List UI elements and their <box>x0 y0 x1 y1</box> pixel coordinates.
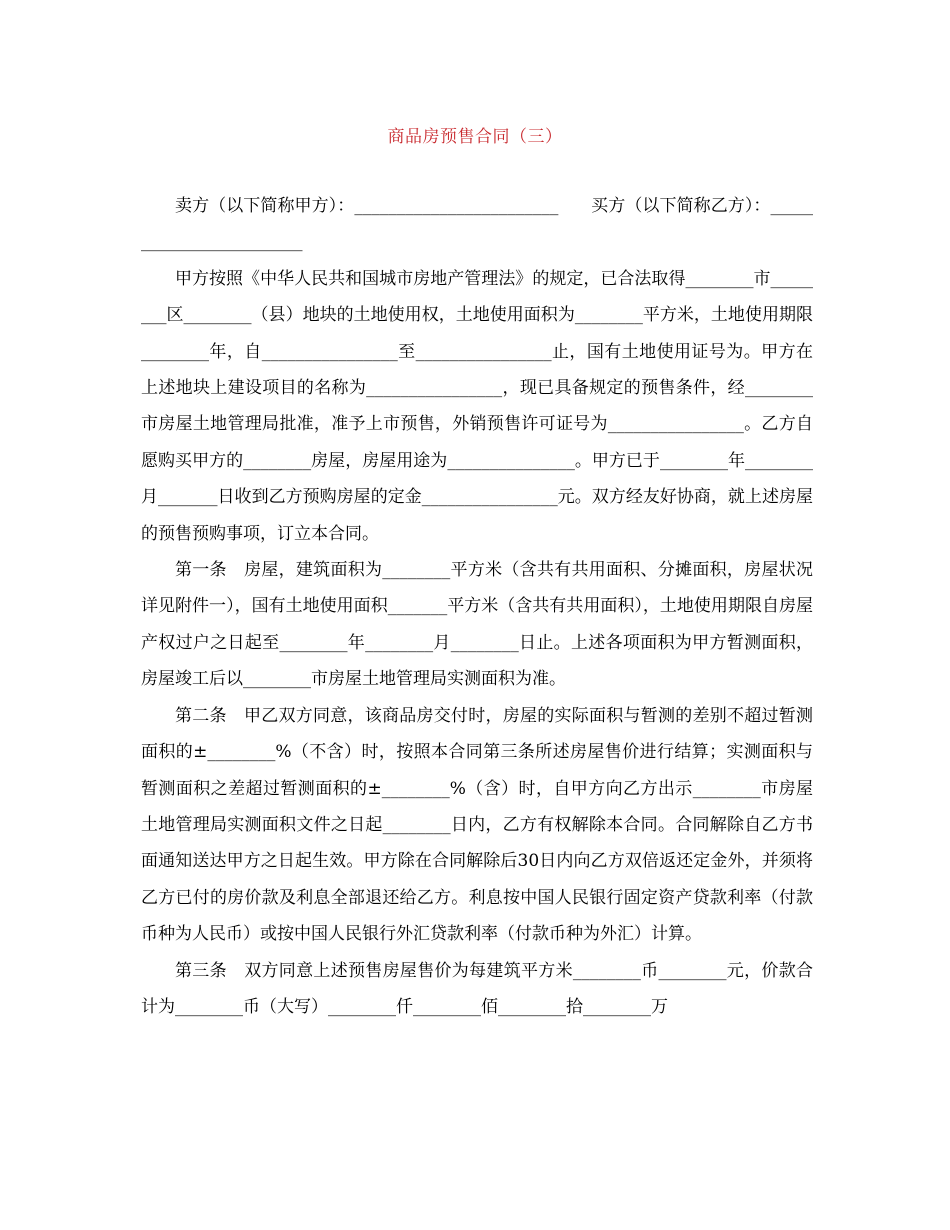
article-1-paragraph: 第一条 房屋，建筑面积为________平方米（含共有共用面积、分摊面积，房屋状况详见附件一），国有土地使用面积_______平方米（含共有共用面积），土地使用期限自房屋产权过户之日起至________年________月________日止。上述各项面积为甲方暂测面积，房屋竣工后以________市房屋土地管理局实测面积为准。 <box>141 560 813 690</box>
document-title: 商品房预售合同（三） <box>387 127 563 147</box>
preamble-paragraph: 甲方按照《中华人民共和国城市房地产管理法》的规定，已合法取得________市________区________（县）地块的土地使用权，土地使用面积为________平方米，土地使用期限________年，自________________至________________止，国有土地使用证号为。甲方在上述地块上建设项目的名称为________________，现已具备规定的预售条件，经________市房屋土地管理局批准，准予上市预售，外销预售许可证号为________________。乙方自愿购买甲方的________房屋，房屋用途为_______________。甲方已于________年________月_______日收到乙方预购房屋的定金________________元。双方经友好协商，就上述房屋的预售预购事项，订立本合同。 <box>141 268 813 544</box>
document-body <box>141 188 813 1025</box>
article-2-paragraph: 第二条 甲乙双方同意，该商品房交付时，房屋的实际面积与暂测的差别不超过暂测面积的±________%（不含）时，按照本合同第三条所述房屋售价进行结算；实测面积与暂测面积之差超过暂测面积的±________%（含）时，自甲方向乙方出示________市房屋土地管理局实测面积文件之日起________日内，乙方有权解除本合同。合同解除自乙方书面通知送达甲方之日起生效。甲方除在合同解除后30日内向乙方双倍返还定金外，并须将乙方已付的房价款及利息全部退还给乙方。利息按中国人民银行固定资产贷款利率（付款币种为人民币）或按中国人民银行外汇贷款利率（付款币种为外汇）计算。 <box>141 705 813 945</box>
article-3-paragraph: 第三条 双方同意上述预售房屋售价为每建筑平方米________币________元，价款合计为________币（大写）________仟________佰________拾________万 <box>141 960 813 1017</box>
parties-paragraph: 卖方（以下简称甲方）：________________________ 买方（以下简称乙方）：________________________ <box>141 196 813 253</box>
